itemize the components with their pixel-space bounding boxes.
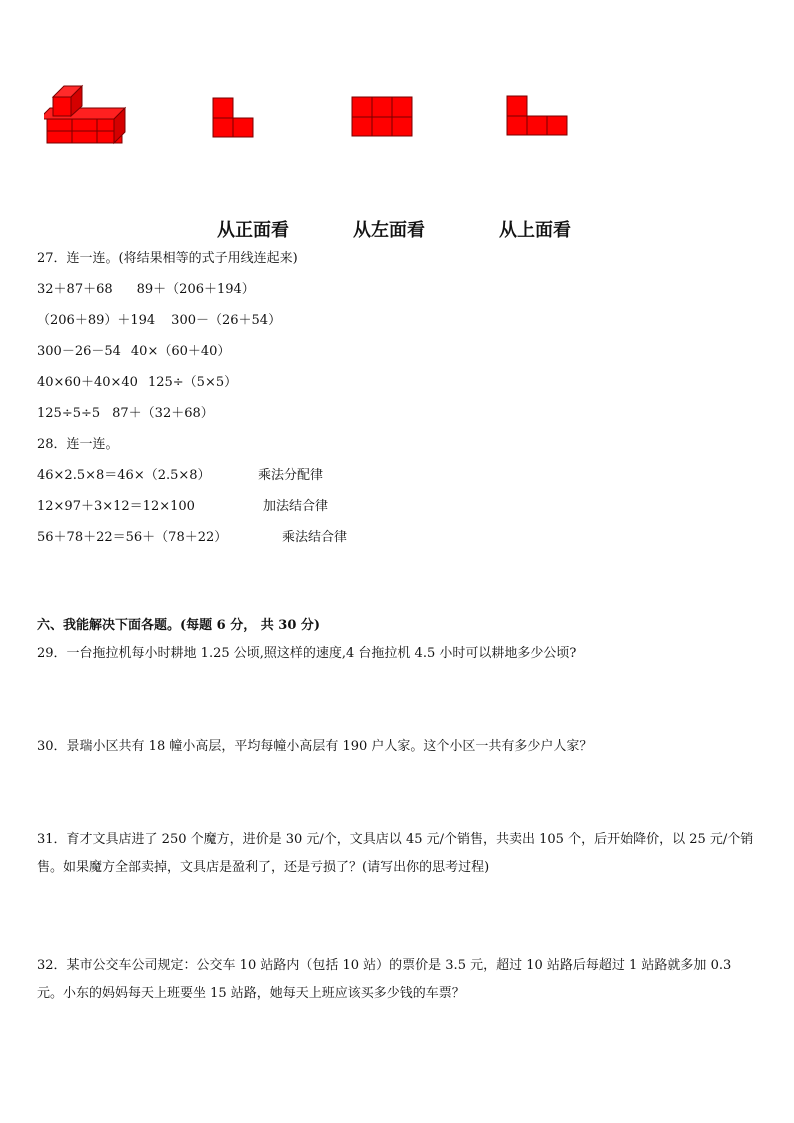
q28-row-3	[37, 530, 227, 546]
q27-row-4-right: 125÷（5×5）	[147, 375, 238, 390]
q28-row-2-left: 12×97＋3×12＝12×100	[37, 499, 195, 514]
q27-row-3-left: 300－26－54	[37, 344, 121, 359]
q27-row-4-left: 40×60＋40×40	[37, 375, 138, 390]
q28-title: 28．连一连。	[37, 437, 119, 452]
q27-row-3	[37, 344, 230, 360]
q27-row-5-right: 87＋（32＋68）	[112, 406, 214, 421]
q27-title: 27．连一连。(将结果相等的式子用线连起来)	[37, 251, 298, 266]
label-top-view: 从上面看	[499, 220, 571, 241]
top-view-figure	[506, 95, 569, 137]
label-front-view: 从正面看	[217, 220, 289, 241]
front-view-figure	[212, 97, 256, 139]
q28-row-2-right: 加法结合律	[263, 499, 329, 514]
q28-row-3-right: 乘法结合律	[282, 530, 348, 545]
q28-row-1	[37, 468, 211, 484]
q28-row-3-left: 56＋78＋22＝56＋（78＋22）	[37, 530, 228, 545]
q28-row-2	[37, 499, 195, 515]
q30-text: 30．景瑞小区共有 18 幢小高层，平均每幢小高层有 190 户人家。这个小区一共有多少户人家？	[37, 739, 593, 754]
q27-row-5	[37, 406, 214, 422]
q27-row-4	[37, 375, 237, 391]
q27-row-2-left: （206＋89）＋194	[37, 313, 156, 328]
cube-solid-figure	[44, 84, 126, 146]
q27-row-1-left: 32＋87＋68	[37, 282, 113, 297]
q28-row-1-left: 46×2.5×8＝46×（2.5×8）	[37, 468, 211, 483]
q27-row-1-right: 89＋（206＋194）	[136, 282, 255, 297]
q32-text: 32．某市公交车公司规定：公交车 10 站路内（包括 10 站）的票价是 3.5 元，超过 10 站路后每超过 1 站路就多加 0.3 元。小东的妈妈每天上班要坐 15 站路，她每天上班应该买多少钱的车票？	[37, 958, 732, 1001]
q27-row-2-right: 300－（26＋54）	[171, 313, 282, 328]
q27-row-1	[37, 282, 255, 298]
q27-row-5-left: 125÷5÷5	[37, 406, 101, 421]
q28-row-1-right: 乘法分配律	[258, 468, 324, 483]
q29-text: 29．一台拖拉机每小时耕地 1.25 公顷,照这样的速度,4 台拖拉机 4.5 小时可以耕地多少公顷?	[37, 646, 577, 661]
section-6-title: 六、我能解决下面各题。(每题 6 分， 共 30 分)	[37, 618, 321, 633]
left-view-figure	[351, 96, 414, 138]
q27-row-2	[37, 313, 281, 329]
q27-row-3-right: 40×（60＋40）	[130, 344, 231, 359]
label-left-view: 从左面看	[353, 220, 425, 241]
q31-text: 31．育才文具店进了 250 个魔方，进价是 30 元/个，文具店以 45 元/个销售，共卖出 105 个，后开始降价，以 25 元/个销售。如果魔方全部卖掉，文具店是盈利了，还是亏损了？(请写出你的思考过程)	[37, 832, 754, 875]
